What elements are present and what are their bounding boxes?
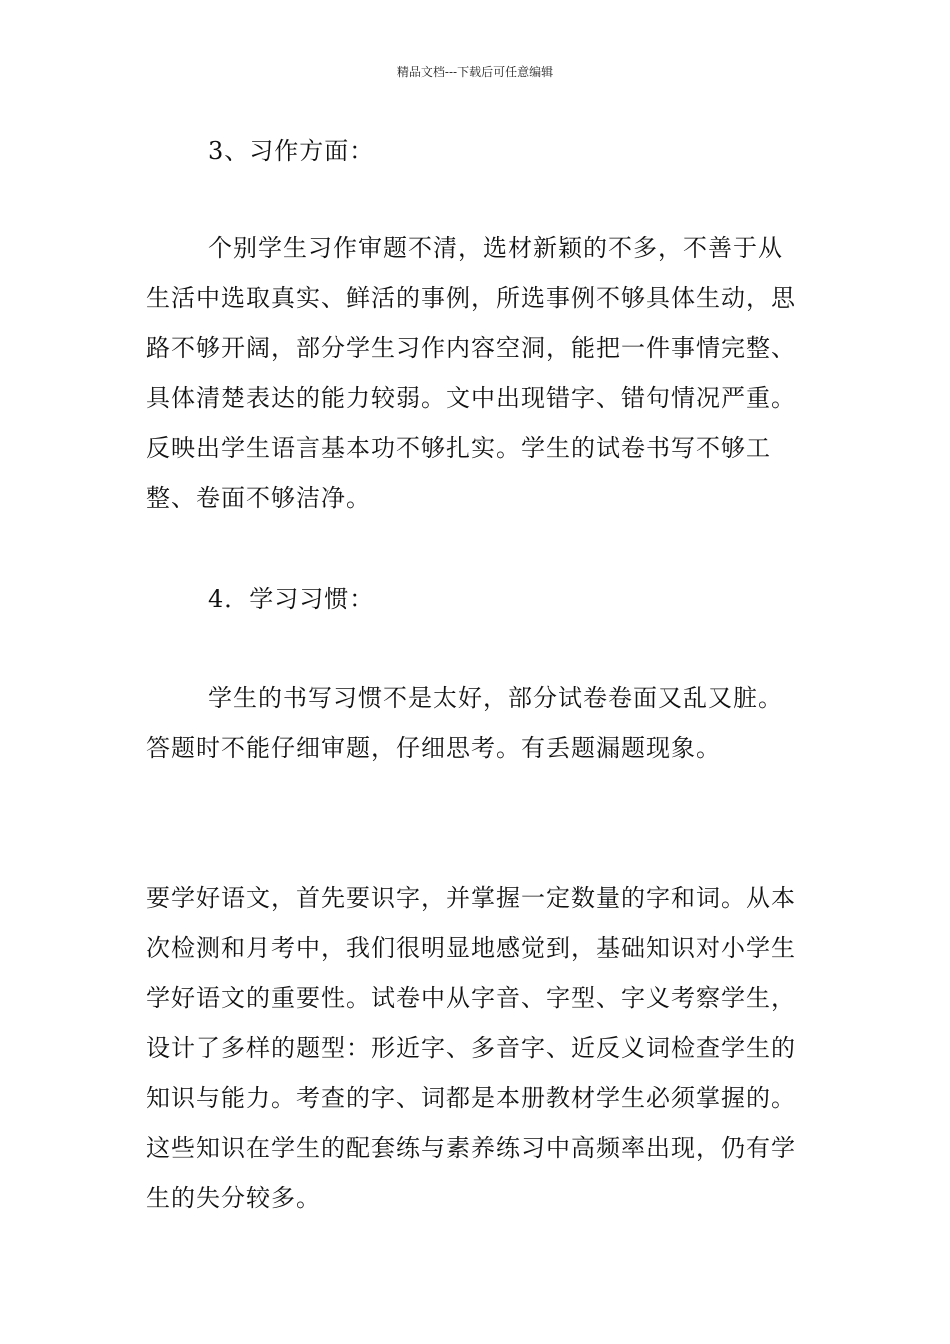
section-3-heading: 3、习作方面： [208, 137, 375, 165]
section-4-heading: 4．学习习惯： [208, 585, 375, 613]
closing-paragraph: 要学好语文，首先要识字，并掌握一定数量的字和词。从本次检测和月考中，我们很明显地感觉到，基础知识对小学生学好语文的重要性。试卷中从字音、字型、字义考察学生，设计了多样的题型：形近字、多音字、近反义词检查学生的知识与能力。考查的字、词都是本册教材学生必须掌握的。这些知识在学生的配套练与素养练习中高频率出现，仍有学生的失分较多。 [146, 884, 796, 1212]
section-3-paragraph: 个别学生习作审题不清，选材新颖的不多，不善于从生活中选取真实、鲜活的事例，所选事例不够具体生动，思路不够开阔，部分学生习作内容空洞，能把一件事情完整、具体清楚表达的能力较弱。文中出现错字、错句情况严重。反映出学生语言基本功不够扎实。学生的试卷书写不够工整、卷面不够洁净。 [146, 234, 796, 512]
page-header-watermark: 精品文档---下载后可任意编辑 [396, 65, 554, 79]
section-4-paragraph: 学生的书写习惯不是太好，部分试卷卷面又乱又脏。答题时不能仔细审题，仔细思考。有丢题漏题现象。 [146, 684, 783, 762]
